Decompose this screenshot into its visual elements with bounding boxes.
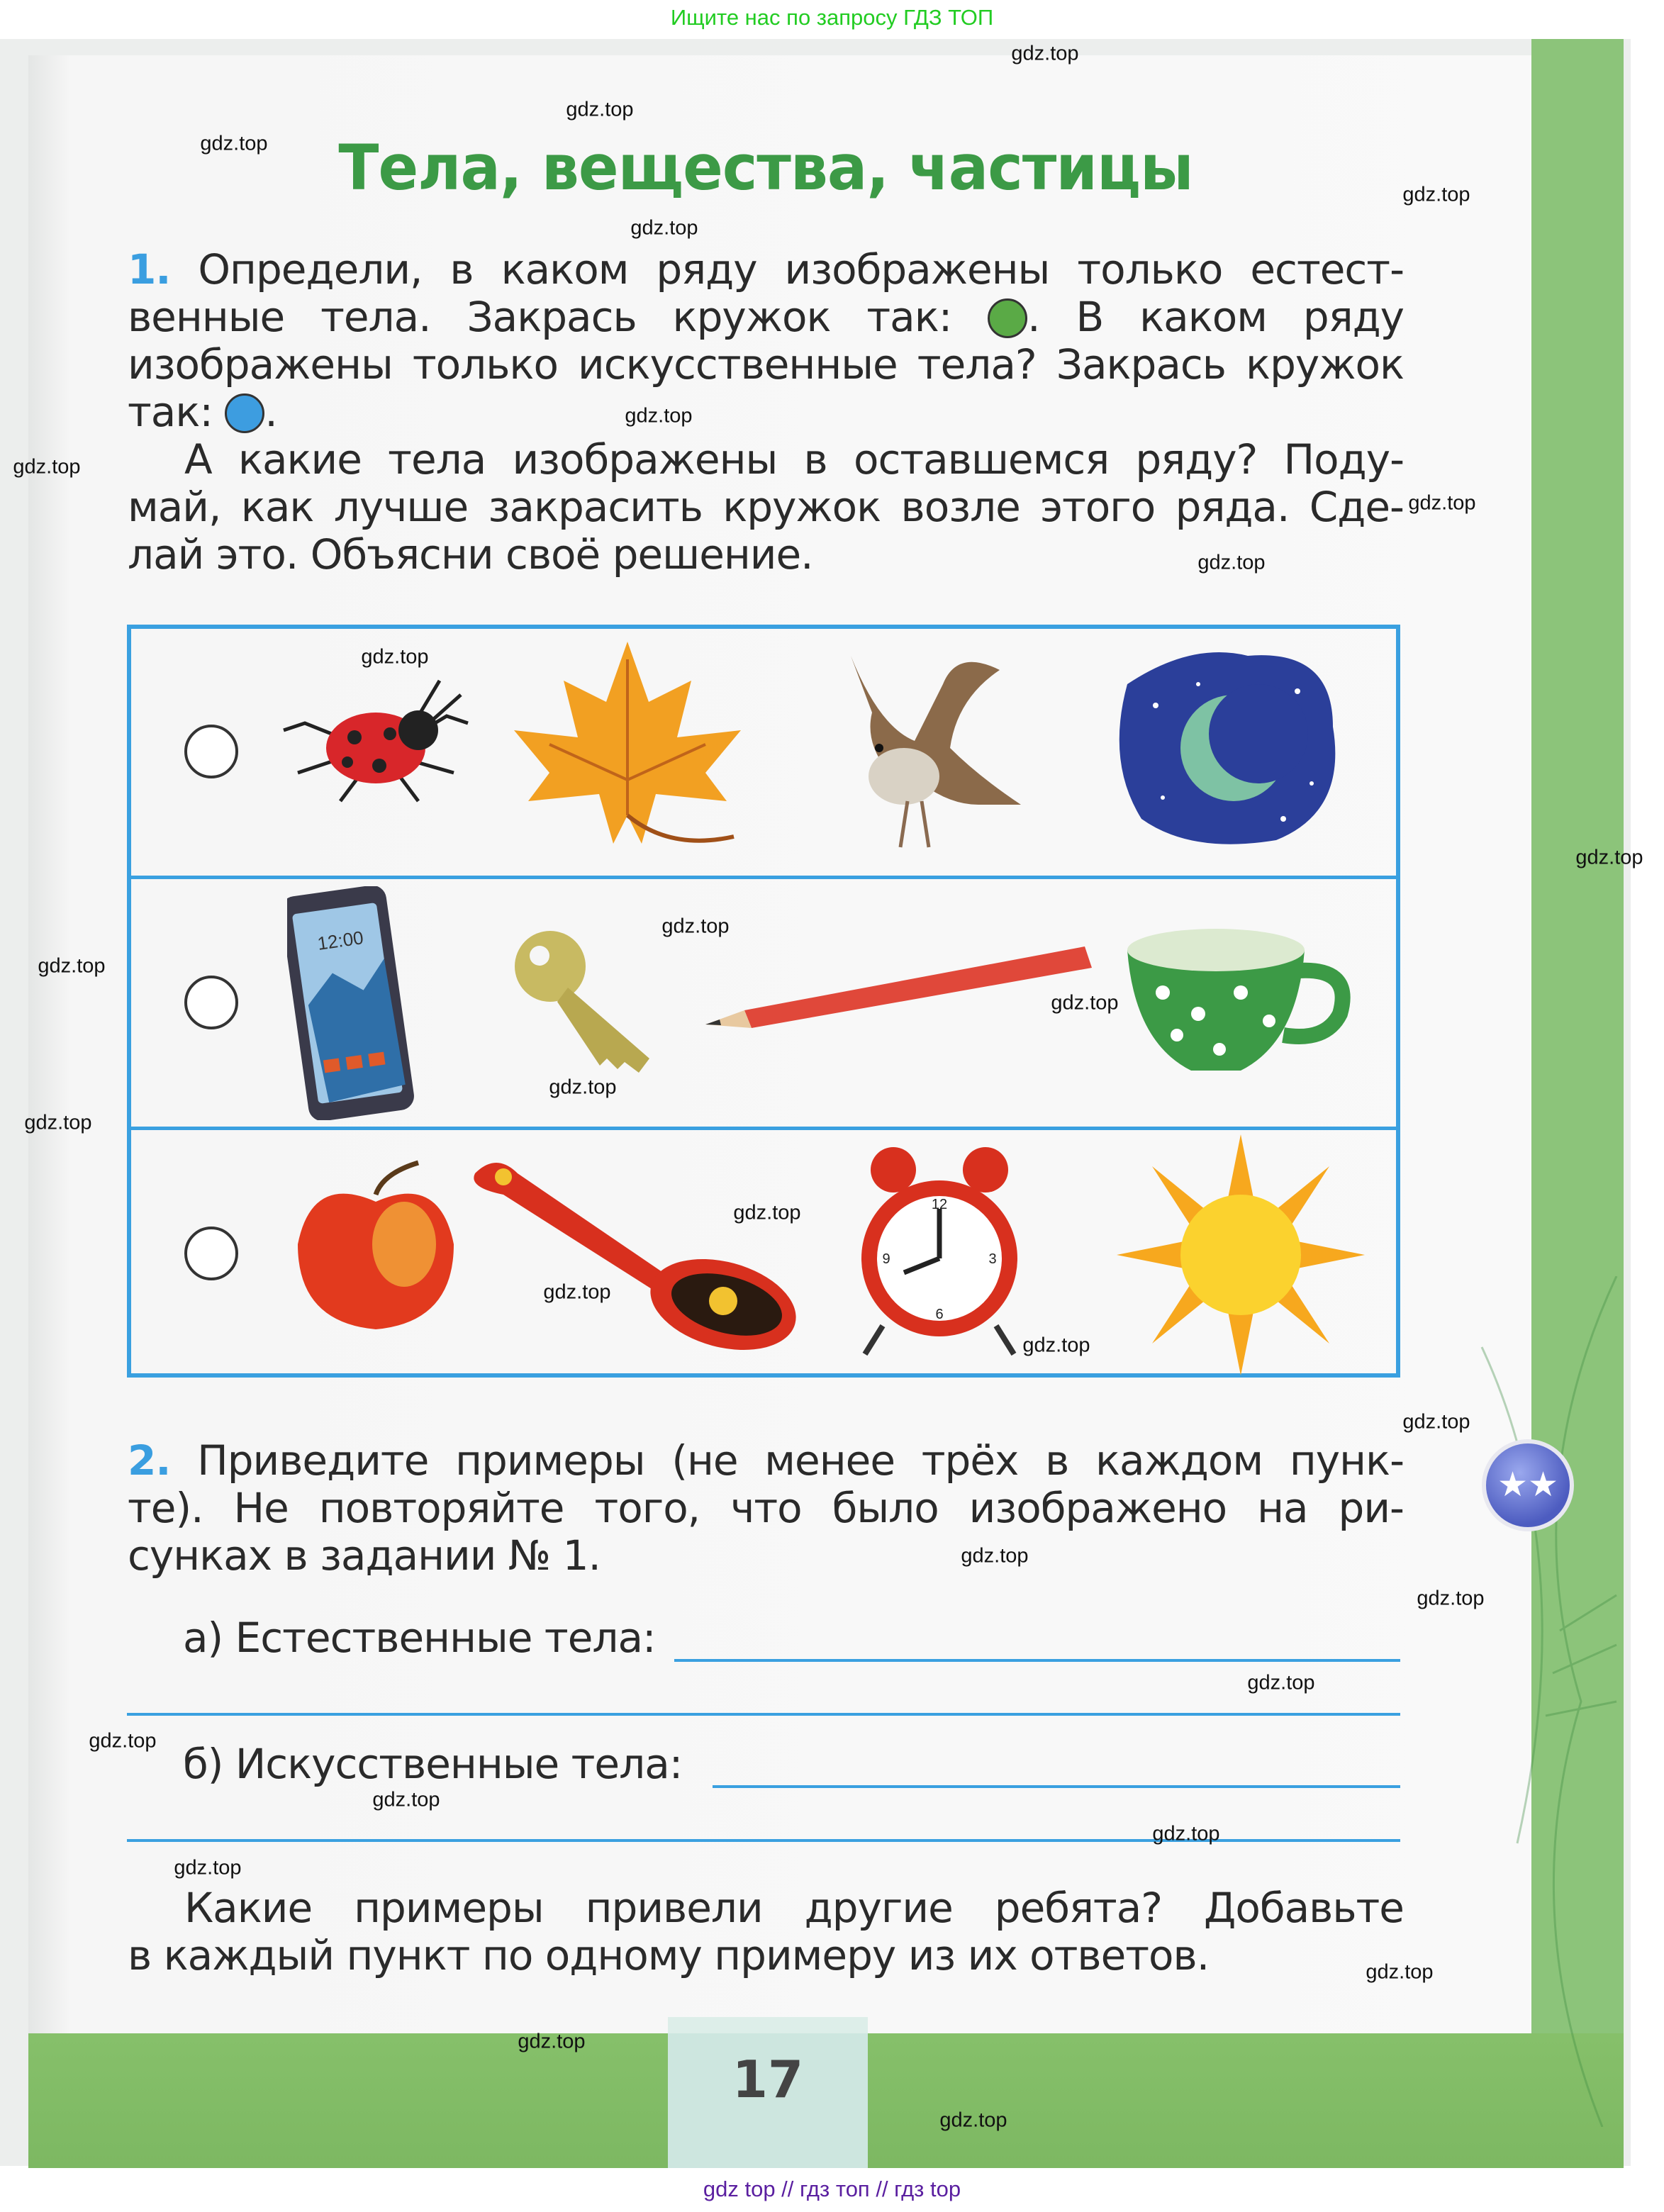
watermark: gdz.top (24, 1111, 92, 1134)
watermark: gdz.top (630, 216, 698, 240)
text-line: так: (128, 388, 213, 436)
phone-time: 12:00 (316, 927, 365, 954)
watermark: gdz.top (1051, 991, 1119, 1015)
watermark: gdz.top (372, 1788, 440, 1811)
decorative-leaf-pattern (1475, 1276, 1624, 2127)
watermark: gdz.top (939, 2108, 1007, 2132)
text-line: сунках в задании № 1. (128, 1531, 601, 1580)
key-icon (508, 924, 664, 1080)
watermark: gdz.top (1575, 846, 1643, 869)
watermark: gdz.top (549, 1076, 617, 1099)
watermark: gdz.top (200, 132, 268, 155)
row-3-circle[interactable] (184, 1227, 238, 1280)
watermark: gdz.top (1152, 1822, 1220, 1845)
stars-icon[interactable]: ★★ (1482, 1439, 1574, 1531)
watermark: gdz.top (661, 915, 730, 938)
blue-circle-icon (225, 393, 264, 433)
text-line: А какие тела изображены в оставшемся ряду? Поду- (184, 435, 1404, 484)
watermark: gdz.top (1022, 1334, 1090, 1357)
sun-icon (1117, 1134, 1365, 1375)
watermark: gdz.top (1247, 1671, 1315, 1694)
page-title: Тела, вещества, частицы (338, 131, 1193, 204)
ladybug-icon (277, 666, 475, 808)
watermark: gdz.top (13, 455, 81, 479)
watermark: gdz.top (38, 954, 106, 978)
text-line: те). Не повторяйте того, что было изображено на ри- (128, 1484, 1404, 1532)
svg-text:9: 9 (882, 1251, 890, 1267)
text-line: Определи, в каком ряду изображены только естест- (198, 245, 1405, 294)
row-1-circle[interactable] (184, 725, 238, 778)
cup-icon (1120, 922, 1354, 1085)
green-circle-icon (988, 298, 1027, 338)
watermark: gdz.top (625, 404, 693, 428)
watermark: gdz.top (1402, 1410, 1470, 1434)
watermark: gdz.top (543, 1280, 611, 1304)
text-line: май, как лучше закрасить кружок возле этого ряда. Сде- (128, 483, 1404, 531)
text-line: . (264, 388, 277, 436)
watermark: gdz.top (1408, 491, 1476, 515)
row-divider (127, 876, 1400, 879)
watermark: gdz.top (961, 1544, 1029, 1568)
row-2-circle[interactable] (184, 976, 238, 1029)
watermark: gdz.top (518, 2030, 586, 2053)
watermark: gdz.top (733, 1201, 801, 1224)
text-line: Какие примеры привели другие ребята? Добавьте (184, 1884, 1404, 1932)
text-line: в каждый пункт по одному примеру из их ответов. (128, 1931, 1210, 1979)
task-1-number: 1. (128, 245, 171, 294)
artificial-bodies-label: б) Искусственные тела: (183, 1740, 683, 1788)
watermark: gdz.top (1197, 551, 1266, 574)
page-number: 17 (668, 2033, 868, 2168)
watermark: gdz.top (1011, 42, 1079, 65)
smartphone-icon (287, 886, 415, 1120)
text-line: изображены только искусственные тела? Закрась кружок (128, 340, 1404, 389)
watermark: gdz.top (361, 645, 429, 669)
natural-bodies-answer-line[interactable] (674, 1659, 1400, 1662)
svg-text:3: 3 (988, 1251, 997, 1267)
moon-night-sky-icon (1106, 642, 1347, 854)
sparrow-icon (837, 642, 1028, 861)
watermark: gdz.top (89, 1729, 157, 1753)
artificial-bodies-answer-line[interactable] (713, 1785, 1400, 1788)
natural-bodies-answer-line-2[interactable] (127, 1713, 1400, 1716)
text-line: . В каком ряду (1027, 293, 1405, 341)
maple-leaf-icon (500, 638, 755, 865)
task-2-text (128, 1437, 1404, 1580)
apple-icon (291, 1159, 461, 1336)
painted-spoon-icon (461, 1152, 801, 1351)
task-1-text (128, 246, 1404, 579)
footer-links[interactable]: gdz top // гдз топ // гдз top (703, 2177, 961, 2201)
final-question (128, 1884, 1404, 1979)
alarm-clock-icon (854, 1141, 1024, 1361)
watermark: gdz.top (1417, 1587, 1485, 1610)
watermark: gdz.top (1366, 1960, 1434, 1984)
pencil-icon (702, 936, 1099, 1035)
watermark: gdz.top (1402, 183, 1470, 206)
task-2-number: 2. (128, 1436, 171, 1485)
watermark: gdz.top (174, 1856, 242, 1879)
text-line: венные тела. Закрась кружок так: (128, 293, 952, 341)
svg-text:6: 6 (935, 1307, 944, 1322)
text-line: лай это. Объясни своё решение. (128, 530, 813, 579)
top-banner[interactable]: Ищите нас по запросу ГДЗ ТОП (670, 5, 994, 30)
svg-text:12: 12 (931, 1197, 948, 1212)
natural-bodies-label: а) Естественные тела: (183, 1614, 656, 1662)
row-divider (127, 1127, 1400, 1130)
text-line: Приведите примеры (не менее трёх в каждом пунк- (197, 1436, 1404, 1485)
watermark: gdz.top (566, 98, 634, 121)
